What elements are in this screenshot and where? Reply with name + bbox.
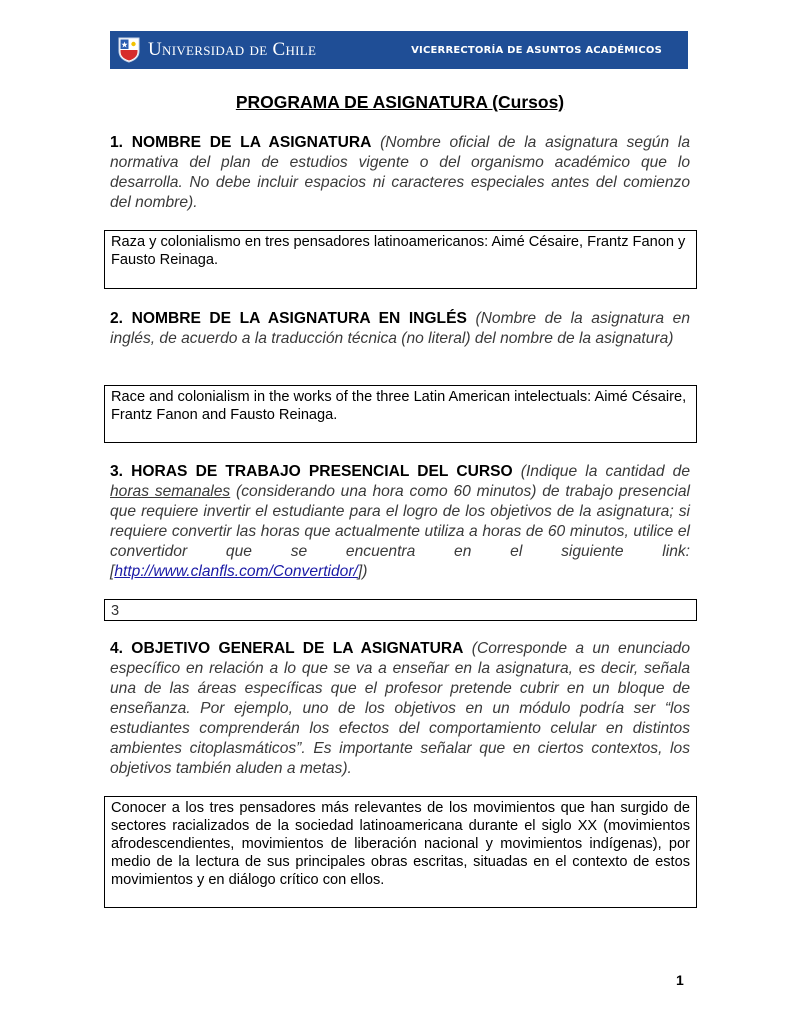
course-name-english-field[interactable]: Race and colonialism in the works of the three Latin American intelectuals: Aimé Césaire, Frantz Fanon and Fausto Reinaga. <box>104 385 697 443</box>
course-name-field[interactable]: Raza y colonialismo en tres pensadores latinoamericanos: Aimé Césaire, Frantz Fanon y Fausto Reinaga. <box>104 230 697 289</box>
contact-hours-field[interactable]: 3 <box>104 599 697 621</box>
converter-link[interactable]: http://www.clanfls.com/Convertidor/ <box>114 563 358 580</box>
section-2-instructions: (Nombre de la asignatura en inglés, de acuerdo a la traducción técnica (no literal) del nombre de la asignatura) <box>110 310 690 347</box>
university-brand <box>118 37 316 63</box>
section-3-note-end: ]) <box>357 563 368 580</box>
section-3-note-start: (Indique la cantidad de <box>520 463 690 480</box>
section-3-instructions <box>110 463 690 580</box>
general-objective-field[interactable]: Conocer a los tres pensadores más relevantes de los movimientos que han surgido de sectores racializados de la sociedad latinoamericana durante el siglo XX (movimientos afrodescendientes, movimientos de liberación nacional y movimientos indígenas), por medio de la lectura de sus principales obras escritas, situadas en el contexto de estos movimientos y en diálogo crítico con ellos. <box>104 796 697 908</box>
section-1-text <box>110 133 690 213</box>
section-2-heading: 2. NOMBRE DE LA ASIGNATURA EN INGLÉS <box>110 310 467 327</box>
section-1-instructions: (Nombre oficial de la asignatura según la normativa del plan de estudios vigente o del organismo académico que lo desarrolla. No debe incluir espacios ni caracteres especiales antes del comienzo del nombre). <box>110 134 690 211</box>
section-2-text <box>110 309 690 349</box>
section-3-note-body: (considerando una hora como 60 minutos) de trabajo presencial que requiere invertir el estudiante para el logro de los objetivos de la asignatura; si requiere convertir las horas que actualmente utiliza a horas de 60 minutos, utilice el convertidor que se encuentra en el siguiente link: [ <box>110 483 690 580</box>
section-3-heading: 3. HORAS DE TRABAJO PRESENCIAL DEL CURSO <box>110 463 513 480</box>
section-4-instructions: (Corresponde a un enunciado específico en relación a lo que se va a enseñar en la asignatura, es decir, señala una de las áreas específicas que el profesor pretende cubrir en un bloque de enseñanza. Por ejemplo, uno de los objetivos en un módulo podría ser “los estudiantes comprenderán los efectos del comportamiento celular en distintos ambientes citoplasmáticos”. Es importante señalar que en ciertos contextos, los objetivos también aluden a metas). <box>110 640 690 777</box>
page-number: 1 <box>676 972 684 988</box>
office-name: VICERRECTORÍA DE ASUNTOS ACADÉMICOS <box>411 44 662 56</box>
section-4-text <box>110 639 690 779</box>
university-name: Universidad de Chile <box>148 39 317 60</box>
document-title: PROGRAMA DE ASIGNATURA (Cursos) <box>235 92 565 112</box>
section-4-heading: 4. OBJETIVO GENERAL DE LA ASIGNATURA <box>110 640 464 657</box>
university-crest-icon <box>118 37 140 63</box>
weekly-hours-term: horas semanales <box>110 483 231 500</box>
header-banner <box>110 31 688 69</box>
section-1-heading: 1. NOMBRE DE LA ASIGNATURA <box>110 134 372 151</box>
section-3-text <box>110 462 690 582</box>
